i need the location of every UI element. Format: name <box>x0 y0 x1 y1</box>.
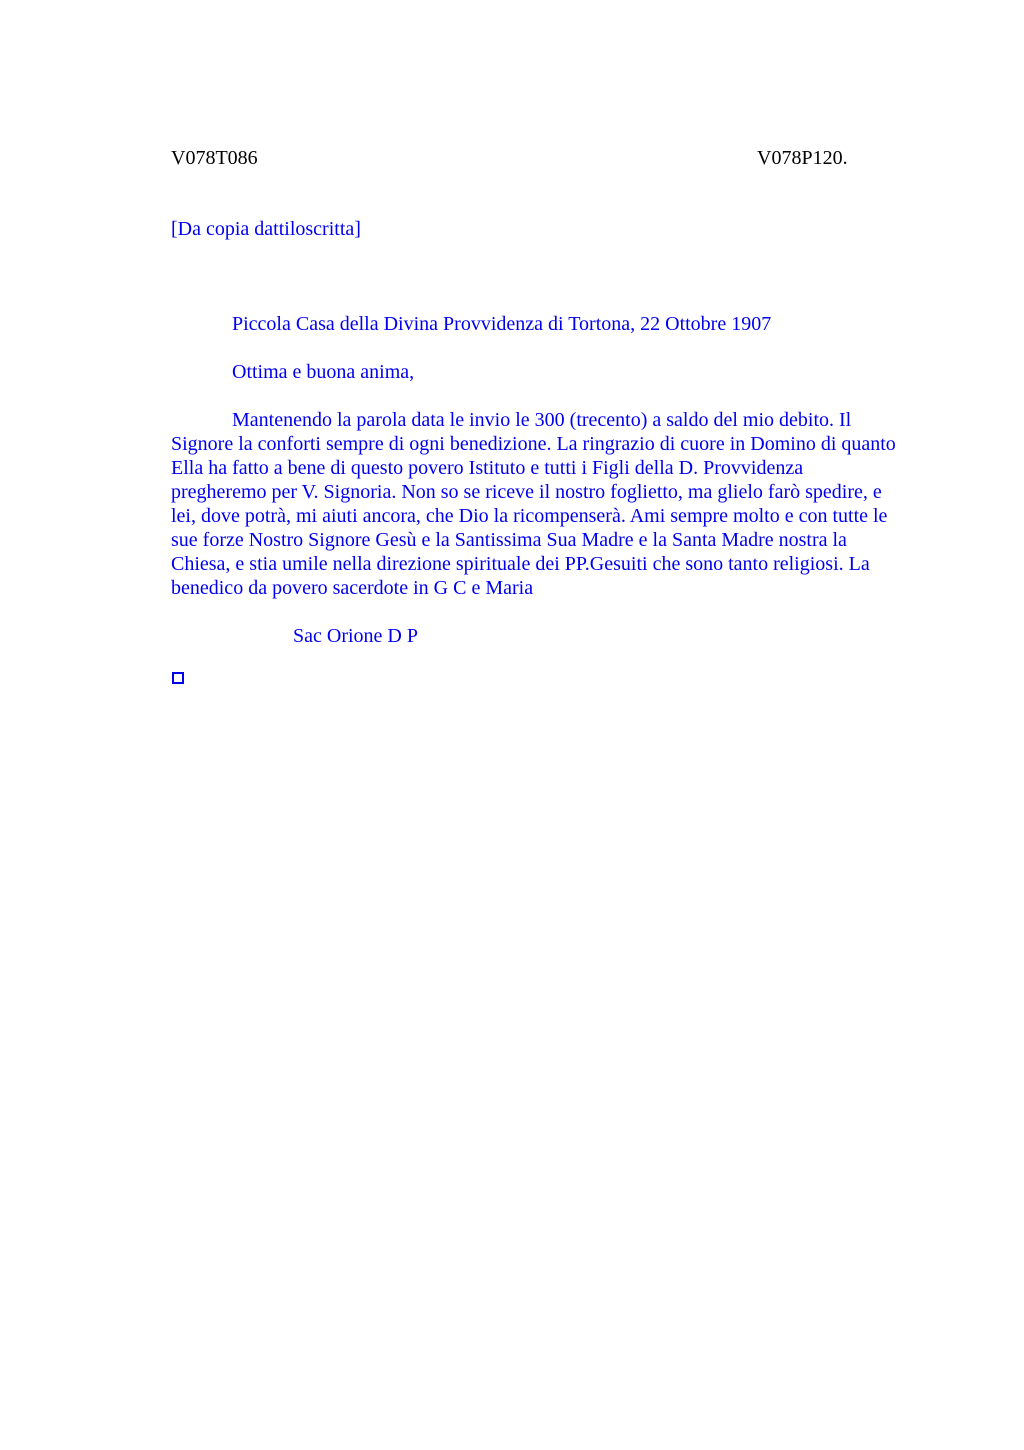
letter-salutation: Ottima e buona anima, <box>232 361 415 383</box>
letter-body-line: sue forze Nostro Signore Gesù e la Santissima Sua Madre e la Santa Madre nostra la <box>171 529 847 551</box>
letter-signature: Sac Orione D P <box>293 625 418 647</box>
letter-body <box>171 408 931 600</box>
letter-body-line: Mantenendo la parola data le invio le 300 (trecento) a saldo del mio debito. Il <box>232 409 852 431</box>
letter-body-line: Chiesa, e stia umile nella direzione spirituale dei PP.Gesuiti che sono tanto religiosi. La <box>171 553 870 575</box>
letter-body-line: benedico da povero sacerdote in G C e Maria <box>171 577 534 599</box>
source-note: [Da copia dattiloscritta] <box>171 218 361 240</box>
letter-body-line: pregheremo per V. Signoria. Non so se riceve il nostro foglietto, ma glielo farò spedire, e <box>171 481 882 503</box>
square-outline-icon <box>172 672 184 684</box>
letter-body-line: Ella ha fatto a bene di questo povero Istituto e tutti i Figli della D. Provvidenza <box>171 457 804 479</box>
document-code-left: V078T086 <box>171 147 258 169</box>
letter-body-line: Signore la conforti sempre di ogni benedizione. La ringrazio di cuore in Domino di quanto <box>171 433 896 455</box>
letter-body-line: lei, dove potrà, mi aiuti ancora, che Dio la ricompenserà. Ami sempre molto e con tutte le <box>171 505 888 527</box>
letter <box>171 312 931 648</box>
letter-place-date: Piccola Casa della Divina Provvidenza di Tortona, 22 Ottobre 1907 <box>232 313 772 335</box>
document-code-right: V078P120. <box>757 147 848 169</box>
